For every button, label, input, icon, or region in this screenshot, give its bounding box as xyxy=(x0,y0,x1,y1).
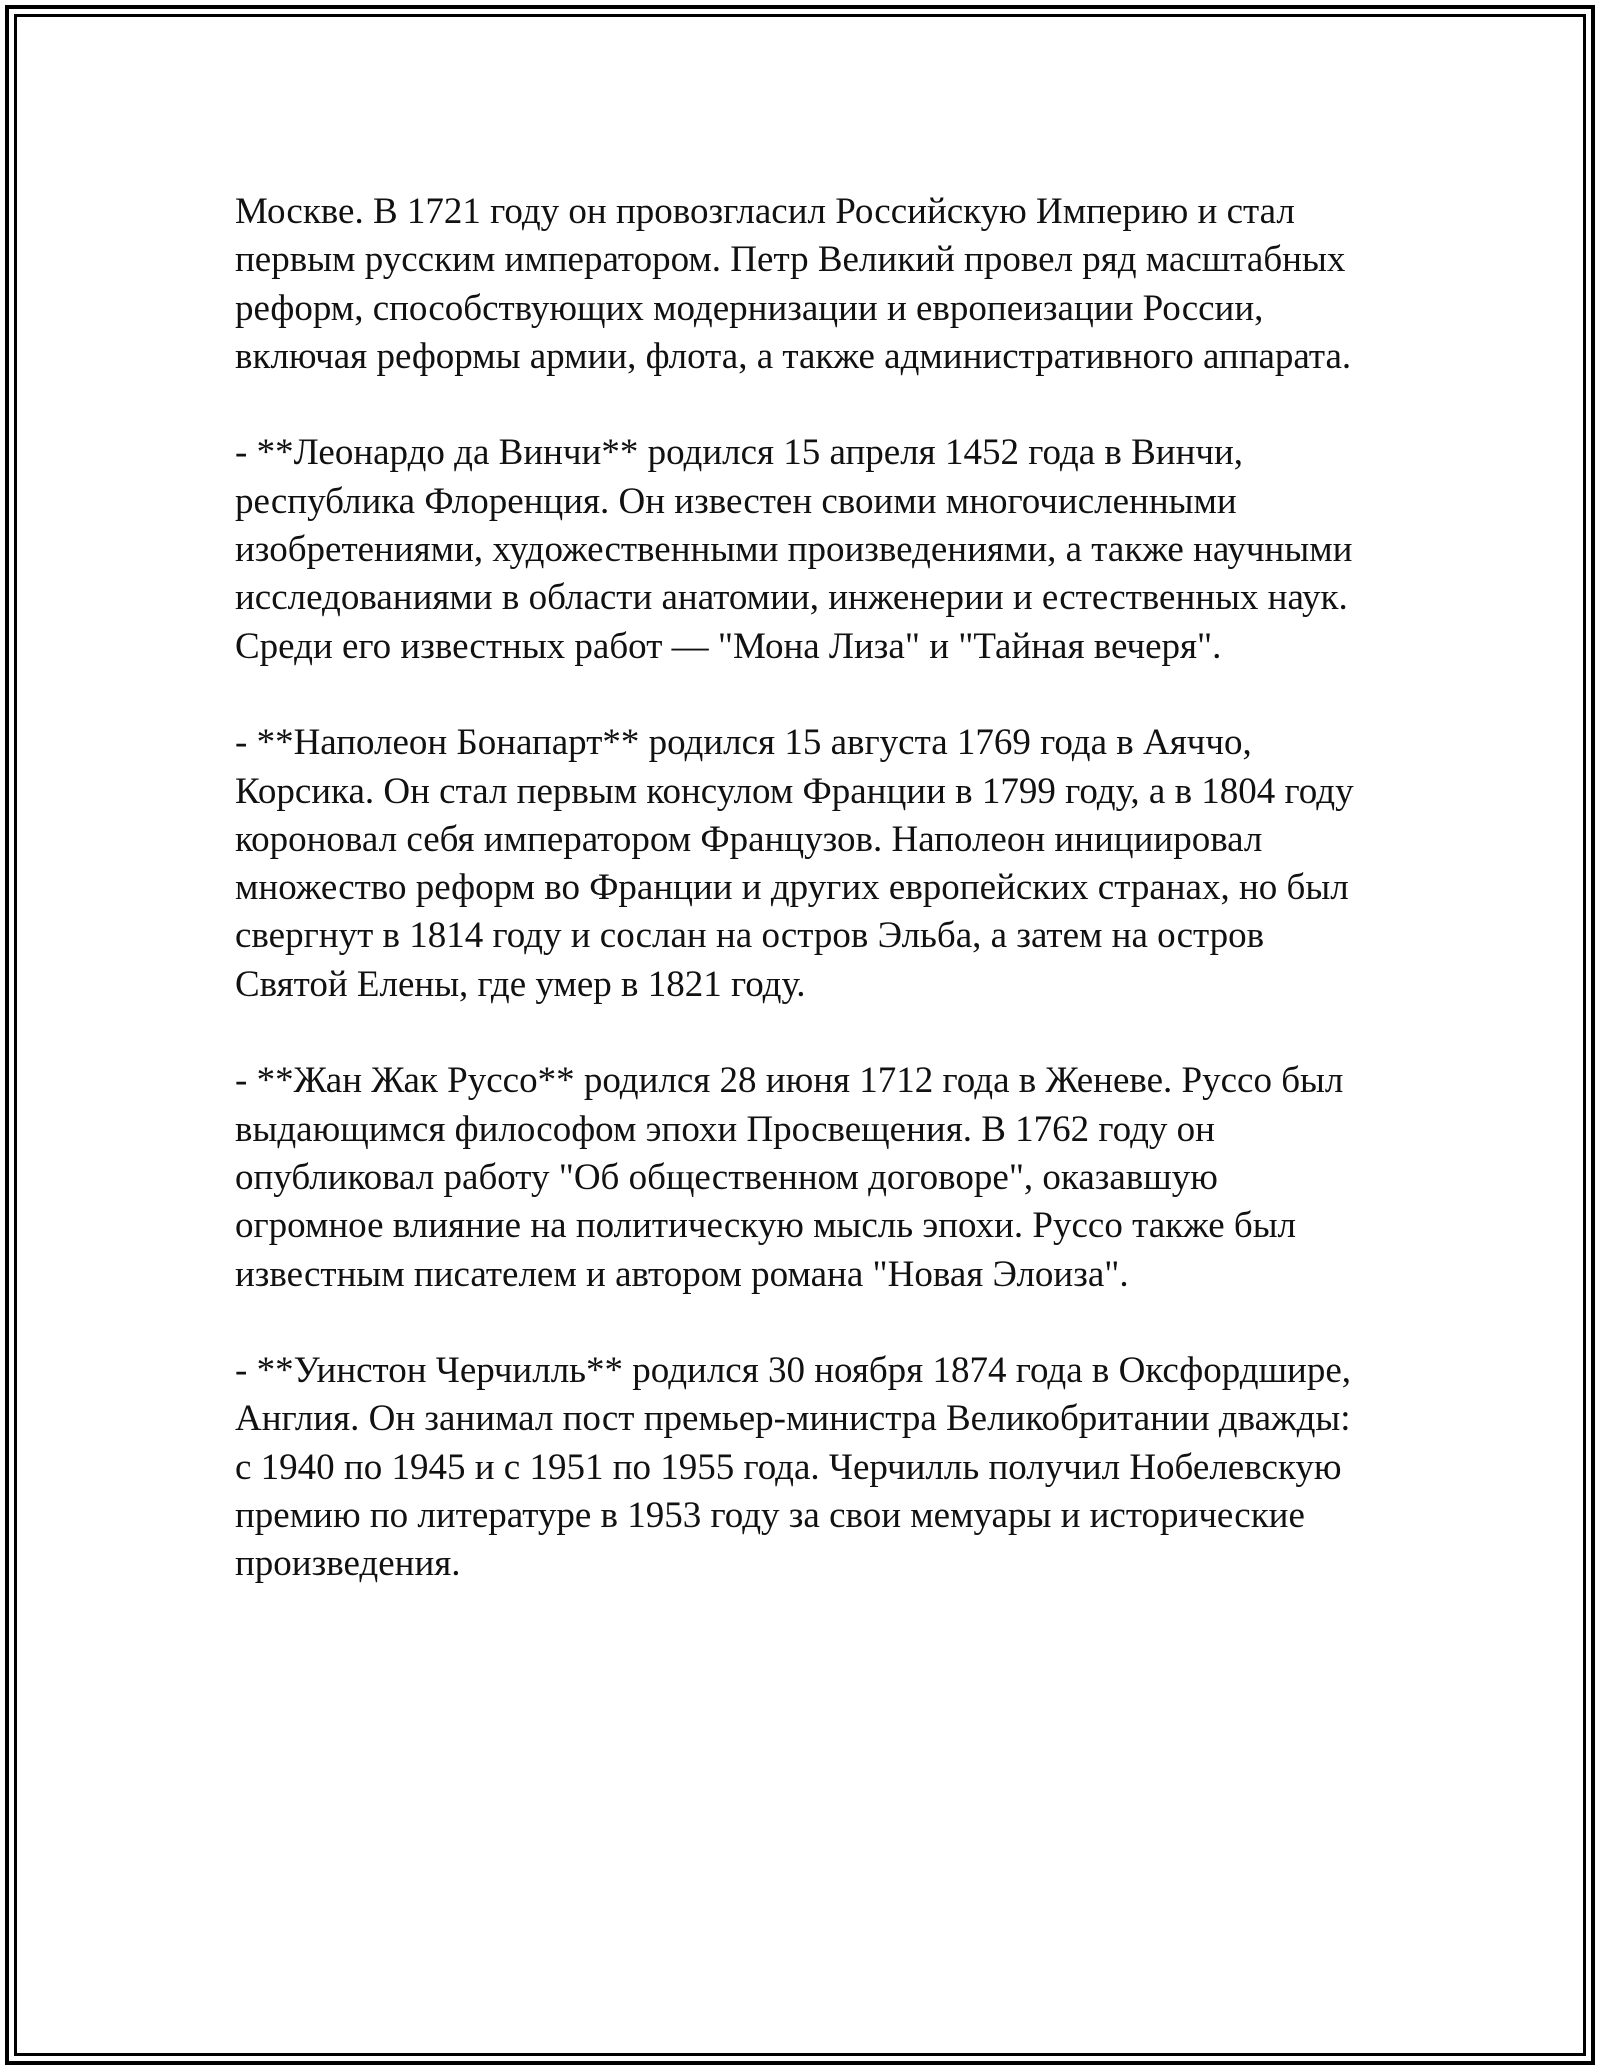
text-line: исследованиями в области анатомии, инженерии и естественных наук. xyxy=(235,577,1348,619)
text-line: республика Флоренция. Он известен своими многочисленными xyxy=(235,480,1237,522)
text-line: первым русским императором. Петр Великий провел ряд масштабных xyxy=(235,239,1346,281)
paragraph-peter-the-great-continued xyxy=(235,188,1535,381)
text-line: - **Леонардо да Винчи** родился 15 апреля 1452 года в Винчи, xyxy=(235,432,1244,474)
document-body xyxy=(235,188,1535,1637)
text-line: огромное влияние на политическую мысль эпохи. Руссо также был xyxy=(235,1205,1297,1247)
text-line: известным писателем и автором романа "Новая Элоиза". xyxy=(235,1253,1129,1295)
text-line: опубликовал работу "Об общественном договоре", оказавшую xyxy=(235,1156,1218,1198)
text-line: - **Уинстон Черчилль** родился 30 ноября 1874 года в Оксфордшире, xyxy=(235,1350,1352,1392)
text-line: реформ, способствующих модернизации и европеизации России, xyxy=(235,287,1264,329)
text-line: - **Наполеон Бонапарт** родился 15 августа 1769 года в Аяччо, xyxy=(235,722,1252,764)
text-line: - **Жан Жак Руссо** родился 28 июня 1712 года в Женеве. Руссо был xyxy=(235,1060,1344,1102)
paragraph-jean-jacques-rousseau xyxy=(235,1057,1535,1298)
text-line: Святой Елены, где умер в 1821 году. xyxy=(235,963,806,1005)
text-line: Англия. Он занимал пост премьер-министра Великобритании дважды: xyxy=(235,1398,1351,1440)
text-line: премию по литературе в 1953 году за свои мемуары и исторические xyxy=(235,1495,1305,1537)
text-line: выдающимся философом эпохи Просвещения. В 1762 году он xyxy=(235,1108,1215,1150)
text-line: Корсика. Он стал первым консулом Франции в 1799 году, а в 1804 году xyxy=(235,770,1354,812)
paragraph-leonardo-da-vinci xyxy=(235,429,1535,670)
paragraph-napoleon-bonaparte xyxy=(235,719,1535,1009)
text-line: множество реформ во Франции и других европейских странах, но был xyxy=(235,867,1349,909)
text-line: Москве. В 1721 году он провозгласил Российскую Империю и стал xyxy=(235,191,1295,232)
text-line: свергнут в 1814 году и сослан на остров Эльба, а затем на остров xyxy=(235,915,1265,957)
text-line: с 1940 по 1945 и с 1951 по 1955 года. Черчилль получил Нобелевскую xyxy=(235,1446,1342,1488)
text-line: включая реформы армии, флота, а также административного аппарата. xyxy=(235,335,1352,377)
text-line: Среди его известных работ — "Мона Лиза" и "Тайная вечеря". xyxy=(235,625,1222,667)
text-line: изобретениями, художественными произведениями, а также научными xyxy=(235,529,1353,571)
paragraph-winston-churchill xyxy=(235,1347,1535,1588)
text-line: произведения. xyxy=(235,1543,461,1585)
text-line: короновал себя императором Французов. Наполеон инициировал xyxy=(235,818,1263,860)
